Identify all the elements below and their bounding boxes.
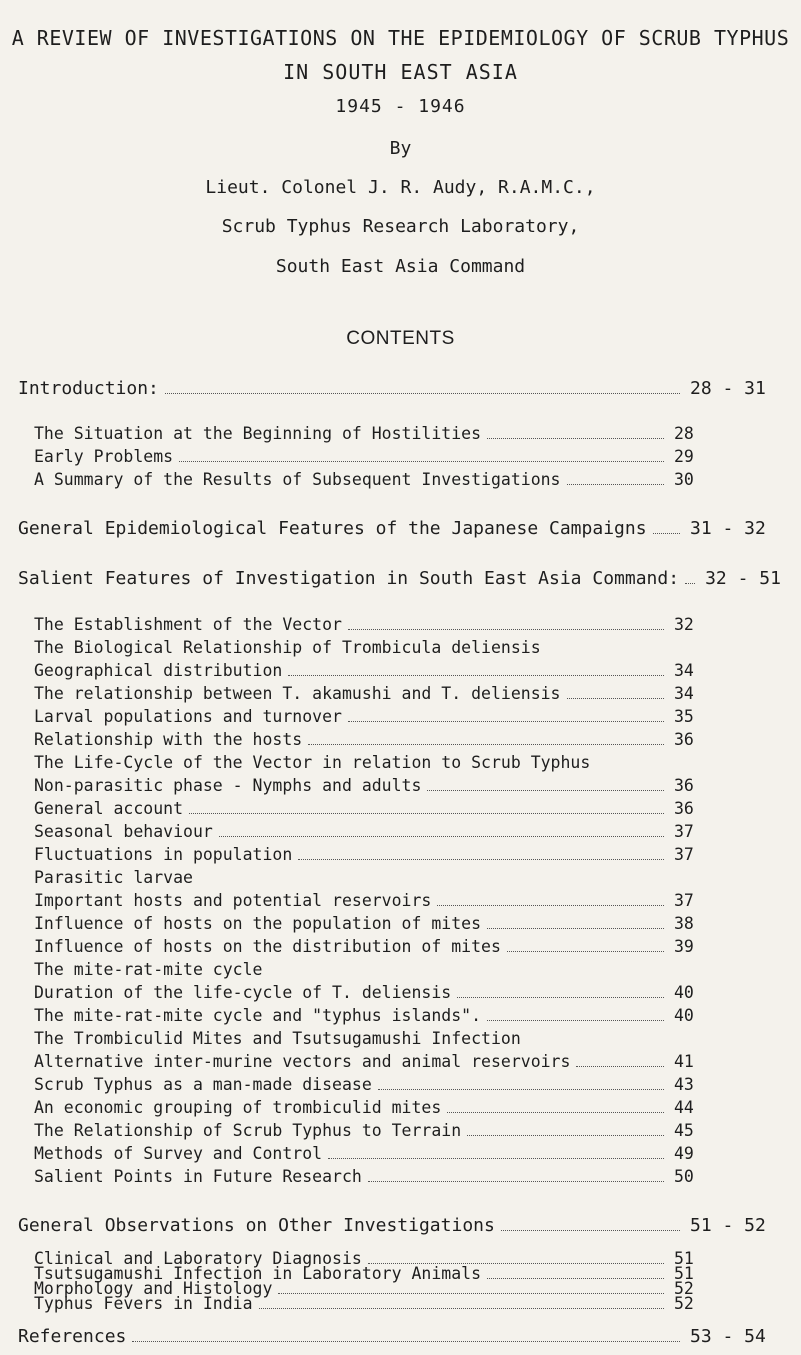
toc-leader <box>179 461 664 462</box>
toc-entry-title: Morphology and Histology <box>34 1279 273 1298</box>
toc-entry <box>34 1167 714 1186</box>
byline-label: By <box>389 138 412 159</box>
toc-entry-title: Alternative inter-murine vectors and animal reservoirs <box>34 1052 571 1071</box>
toc-entry-title: Geographical distribution <box>34 661 283 680</box>
toc-entry <box>34 776 714 795</box>
toc-entry-page: 36 <box>674 776 694 795</box>
toc-entry-page: 39 <box>674 937 694 956</box>
toc-leader <box>348 721 664 722</box>
document-title-line-1: A REVIEW OF INVESTIGATIONS ON THE EPIDEMIOLOGY OF SCRUB TYPHUS <box>11 26 790 50</box>
toc-leader <box>298 859 664 860</box>
toc-entry-title: General account <box>34 799 184 818</box>
toc-entry-title: Salient Points in Future Research <box>34 1167 362 1186</box>
toc-leader <box>507 951 664 952</box>
toc-entry-title: A Summary of the Results of Subsequent Investigations <box>34 470 561 489</box>
toc-entry <box>34 707 714 726</box>
contents-heading: CONTENTS <box>346 328 455 349</box>
toc-leader <box>685 583 695 584</box>
toc-leader <box>487 438 664 439</box>
toc-leader <box>487 928 664 929</box>
toc-entry-page: 35 <box>674 707 694 726</box>
toc-leader <box>447 1112 664 1113</box>
toc-entry-page: 36 <box>674 799 694 818</box>
toc-entry <box>34 661 714 680</box>
toc-entry-title: Non-parasitic phase - Nymphs and adults <box>34 776 422 795</box>
toc-entry-title: The Situation at the Beginning of Hostilities <box>34 424 482 443</box>
toc-entry-page: 40 <box>674 983 694 1002</box>
toc-entry <box>34 822 714 841</box>
toc-entry <box>18 568 798 589</box>
toc-entry-page: 51 <box>674 1264 694 1283</box>
toc-entry-page: 43 <box>674 1075 694 1094</box>
toc-entry-title: The Relationship of Scrub Typhus to Terrain <box>34 1121 462 1140</box>
toc-heading <box>34 960 268 979</box>
toc-entry-page: 32 - 51 <box>705 568 781 589</box>
toc-entry-page: 51 <box>674 1249 694 1268</box>
toc-entry-title: Early Problems <box>34 447 174 466</box>
toc-leader <box>437 905 664 906</box>
toc-entry-title: Influence of hosts on the distribution of mites <box>34 937 501 956</box>
toc-entry-page: 32 <box>674 615 694 634</box>
toc-entry <box>34 424 714 443</box>
toc-entry-title: The relationship between T. akamushi and T. deliensis <box>34 684 561 703</box>
toc-heading <box>34 1029 527 1048</box>
document-title-line-2: IN SOUTH EAST ASIA <box>283 60 518 84</box>
toc-leader <box>427 790 664 791</box>
toc-entry <box>34 1144 714 1163</box>
toc-entry-page: 52 <box>674 1294 694 1313</box>
author-laboratory: Scrub Typhus Research Laboratory, <box>221 216 580 237</box>
author-name: Lieut. Colonel J. R. Audy, R.A.M.C., <box>205 177 596 198</box>
toc-entry-title: Duration of the life-cycle of T. deliensis <box>34 983 452 1002</box>
toc-entry <box>34 1294 714 1313</box>
toc-entry-title: Influence of hosts on the population of mites <box>34 914 482 933</box>
toc-leader <box>308 744 664 745</box>
toc-entry-page: 30 <box>674 470 694 489</box>
toc-entry-title: The mite-rat-mite cycle <box>34 960 263 979</box>
toc-entry <box>34 730 714 749</box>
toc-entry-page: 28 <box>674 424 694 443</box>
toc-entry-title: Relationship with the hosts <box>34 730 303 749</box>
toc-entry <box>34 1075 714 1094</box>
toc-leader <box>567 484 665 485</box>
toc-leader <box>378 1089 664 1090</box>
toc-entry-title: Larval populations and turnover <box>34 707 342 726</box>
toc-leader <box>288 675 664 676</box>
toc-entry <box>34 891 714 910</box>
toc-entry-page: 37 <box>674 891 694 910</box>
toc-leader <box>368 1181 664 1182</box>
toc-leader <box>328 1158 664 1159</box>
toc-entry-title: General Observations on Other Investigations <box>18 1215 495 1236</box>
toc-entry-page: 37 <box>674 845 694 864</box>
toc-leader <box>189 813 664 814</box>
toc-entry-title: The Trombiculid Mites and Tsutsugamushi Infection <box>34 1029 521 1048</box>
toc-heading <box>34 753 596 772</box>
toc-entry-page: 34 <box>674 684 694 703</box>
toc-entry <box>18 378 798 399</box>
toc-entry-page: 49 <box>674 1144 694 1163</box>
toc-entry <box>34 983 714 1002</box>
toc-leader <box>467 1135 664 1136</box>
toc-entry-page: 50 <box>674 1167 694 1186</box>
toc-entry-title: The Life-Cycle of the Vector in relation to Scrub Typhus <box>34 753 591 772</box>
toc-entry <box>34 615 714 634</box>
toc-leader <box>132 1341 680 1342</box>
toc-entry-page: 45 <box>674 1121 694 1140</box>
toc-entry-page: 53 - 54 <box>690 1326 766 1347</box>
toc-entry <box>18 1215 798 1236</box>
document-years: 1945 - 1946 <box>335 96 466 117</box>
toc-heading <box>34 868 199 887</box>
toc-leader <box>501 1230 680 1231</box>
toc-entry-title: Methods of Survey and Control <box>34 1144 323 1163</box>
toc-entry-page: 41 <box>674 1052 694 1071</box>
toc-heading <box>34 638 547 657</box>
toc-entry-title: The Establishment of the Vector <box>34 615 342 634</box>
toc-entry-page: 38 <box>674 914 694 933</box>
toc-entry <box>18 1326 798 1347</box>
toc-entry-title: Fluctuations in population <box>34 845 293 864</box>
toc-entry-title: References <box>18 1326 127 1347</box>
toc-entry-title: Tsutsugamushi Infection in Laboratory Animals <box>34 1264 482 1283</box>
toc-entry <box>34 447 714 466</box>
toc-entry <box>34 937 714 956</box>
toc-entry-title: General Epidemiological Features of the Japanese Campaigns <box>18 518 647 539</box>
toc-entry-title: Important hosts and potential reservoirs <box>34 891 432 910</box>
toc-leader <box>653 533 680 534</box>
toc-entry-title: Scrub Typhus as a man-made disease <box>34 1075 372 1094</box>
toc-entry-title: Clinical and Laboratory Diagnosis <box>34 1249 362 1268</box>
toc-entry-title: Salient Features of Investigation in South East Asia Command: <box>18 568 680 589</box>
toc-leader <box>219 836 664 837</box>
toc-entry-page: 29 <box>674 447 694 466</box>
toc-entry <box>34 914 714 933</box>
toc-entry-page: 31 - 32 <box>690 518 766 539</box>
toc-entry-page: 40 <box>674 1006 694 1025</box>
toc-entry <box>34 684 714 703</box>
toc-entry-page: 37 <box>674 822 694 841</box>
toc-leader <box>457 997 664 998</box>
toc-entry-title: Introduction: <box>18 378 159 399</box>
toc-entry <box>34 799 714 818</box>
author-command: South East Asia Command <box>275 256 526 277</box>
toc-entry-title: Typhus Fevers in India <box>34 1294 253 1313</box>
toc-leader <box>567 698 665 699</box>
toc-entry-page: 52 <box>674 1279 694 1298</box>
toc-leader <box>348 629 664 630</box>
toc-entry <box>34 1121 714 1140</box>
toc-leader <box>576 1066 664 1067</box>
toc-entry-title: Parasitic larvae <box>34 868 193 887</box>
toc-entry <box>34 1006 714 1025</box>
toc-entry-page: 36 <box>674 730 694 749</box>
toc-entry-title: The mite-rat-mite cycle and "typhus islands". <box>34 1006 482 1025</box>
toc-entry-page: 28 - 31 <box>690 378 766 399</box>
toc-entry <box>34 845 714 864</box>
toc-entry-page: 44 <box>674 1098 694 1117</box>
toc-entry <box>34 470 714 489</box>
toc-leader <box>165 393 680 394</box>
toc-entry <box>34 1052 714 1071</box>
toc-entry-page: 34 <box>674 661 694 680</box>
toc-entry-title: An economic grouping of trombiculid mites <box>34 1098 442 1117</box>
toc-entry-title: Seasonal behaviour <box>34 822 213 841</box>
toc-entry <box>18 518 798 539</box>
toc-entry-title: The Biological Relationship of Trombicula deliensis <box>34 638 541 657</box>
toc-entry <box>34 1098 714 1117</box>
toc-entry-page: 51 - 52 <box>690 1215 766 1236</box>
toc-leader <box>259 1308 664 1309</box>
toc-leader <box>487 1020 664 1021</box>
